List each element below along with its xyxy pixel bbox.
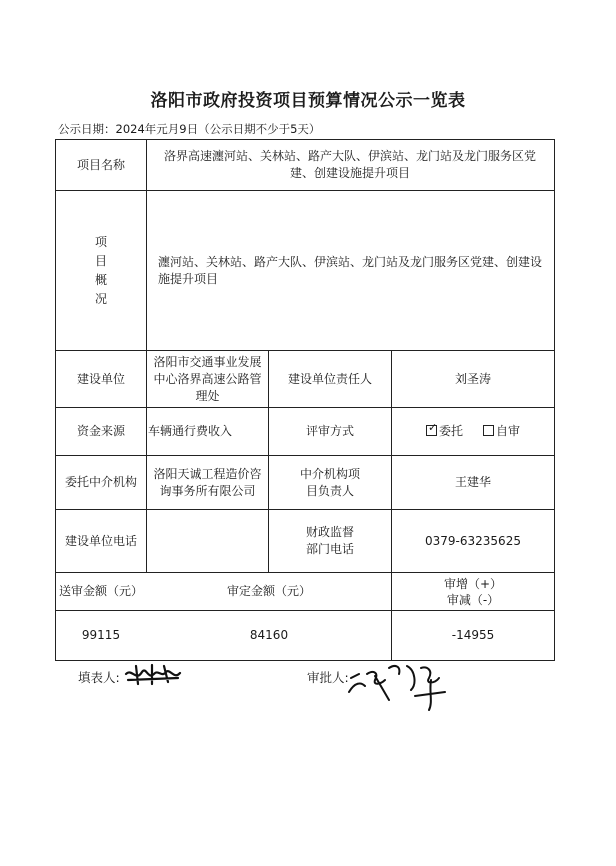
construction-unit-value: 洛阳市交通事业发展中心洛界高速公路管理处 [153, 354, 262, 403]
agency-person-label [269, 456, 391, 509]
difference-label [392, 573, 554, 610]
increase-label: 审增（+） [443, 576, 503, 591]
agency-value: 洛阳天诚工程造价咨询事务所有限公司 [153, 466, 262, 498]
page-title: 洛阳市政府投资项目预算情况公示一览表 [150, 91, 466, 111]
finance-phone-label-text: 财政监督部门电话 [305, 525, 354, 556]
approver-signature-image [345, 656, 455, 712]
approver-label: 审批人: [307, 670, 349, 685]
overview-label-text: 项目概况 [94, 234, 107, 306]
project-name-value: 洛界高速瀍河站、关林站、路产大队、伊滨站、龙门站及龙门服务区党建、创建设施提升项目 [163, 149, 536, 180]
agency-person-value: 王建华 [454, 475, 491, 489]
checked-checkbox-icon: ✓ [427, 421, 438, 434]
construction-unit-label: 建设单位 [76, 371, 125, 386]
fund-source-label: 资金来源 [76, 424, 125, 438]
review-method-label: 评审方式 [305, 424, 354, 438]
agency-label: 委托中介机构 [64, 475, 137, 489]
filler-label: 填表人: [78, 670, 120, 685]
fund-source-value: 车辆通行费收入 [148, 424, 233, 438]
agency-person-label-text: 中介机构项目负责人 [300, 466, 361, 498]
finance-phone-value: 0379-63235625 [425, 533, 521, 548]
publication-date: 公示日期：2024年元月9日（公示日期不少于5天） [58, 122, 321, 136]
filler-signature-image [122, 660, 190, 688]
submitted-amount-label: 送审金额（元） [58, 584, 143, 598]
unit-phone-label: 建设单位电话 [64, 533, 137, 548]
review-option-self: 自审 [483, 423, 520, 440]
difference-value: -14955 [451, 628, 495, 642]
project-name-label: 项目名称 [76, 157, 125, 172]
approved-amount-label: 审定金额（元） [226, 584, 311, 598]
unit-phone-value [147, 510, 268, 572]
unchecked-checkbox-icon [483, 425, 494, 436]
finance-phone-label [269, 510, 391, 572]
review-method-options [392, 408, 554, 455]
responsible-person-value: 刘圣涛 [454, 371, 491, 386]
responsible-person-label: 建设单位责任人 [287, 371, 372, 386]
overview-label [56, 191, 146, 350]
approved-amount-value: 84160 [249, 628, 289, 642]
overview-value: 瀍河站、关林站、路产大队、伊滨站、龙门站及龙门服务区党建、创建设施提升项目 [158, 254, 543, 286]
decrease-label: 审减（-） [446, 592, 500, 607]
review-option-entrust: ✓ 委托 [427, 421, 463, 438]
submitted-amount-value: 99115 [81, 628, 121, 642]
